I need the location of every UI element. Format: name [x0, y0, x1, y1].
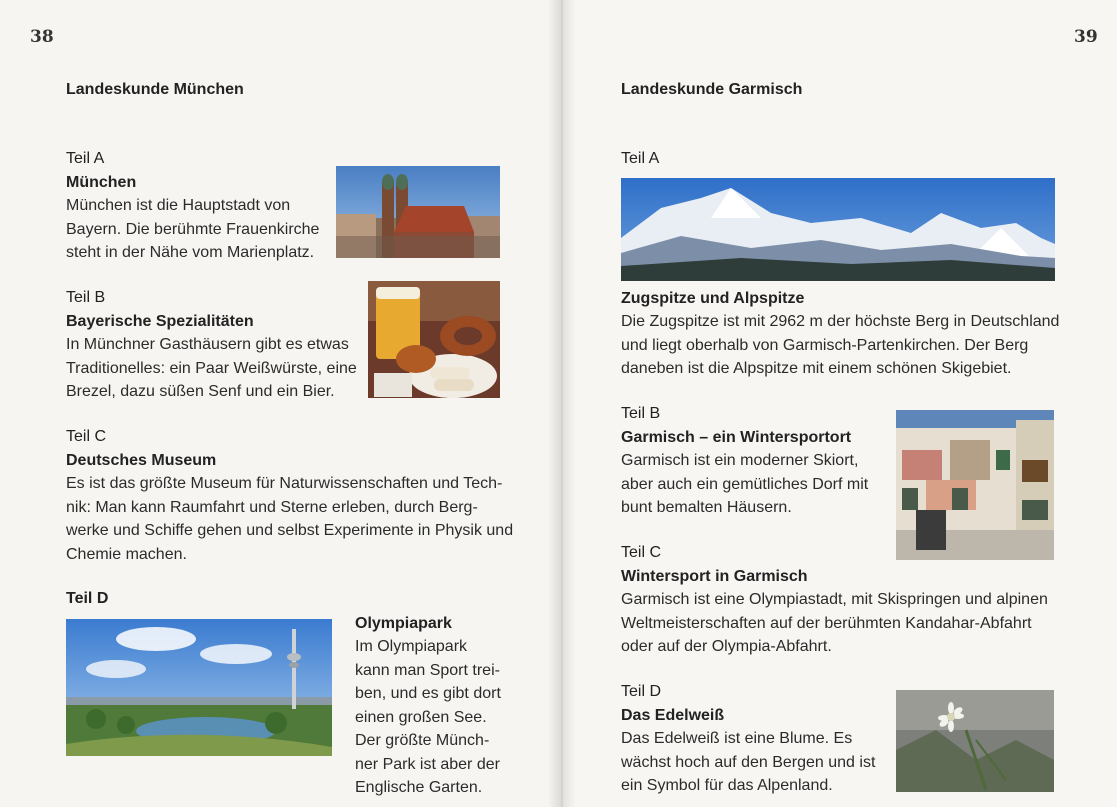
section-heading: Wintersport in Garmisch	[621, 568, 808, 585]
section-heading: Garmisch – ein Wintersportort	[621, 429, 852, 446]
section-heading: Deutsches Museum	[66, 452, 217, 469]
section-label: Teil A	[621, 150, 660, 167]
section-text	[621, 310, 1071, 381]
text-line: kann man Sport trei-	[355, 661, 500, 679]
section-label: Teil D	[621, 683, 662, 700]
text-line: ein Symbol für das Alpenland.	[621, 777, 833, 794]
section-text	[621, 588, 1071, 659]
text-line: Chemie machen.	[66, 545, 187, 563]
text-line: und liegt oberhalb von Garmisch-Partenkirchen. Der Berg	[621, 336, 1029, 354]
section-label: Teil C	[621, 544, 662, 561]
section-heading: Bayerische Spezialitäten	[66, 313, 254, 330]
weisswurst-breakfast-photo	[368, 281, 500, 398]
text-line: Die Zugspitze ist mit 2962 m der höchste Berg in Deutschland	[621, 313, 1060, 330]
text-line: bunt bemalten Häusern.	[621, 499, 792, 516]
olympiapark-photo	[66, 619, 332, 756]
section-heading: Zugspitze und Alpspitze	[621, 290, 805, 307]
text-line: Garmisch ist ein moderner Skiort,	[621, 452, 859, 469]
page-title-garmisch: Landeskunde Garmisch	[621, 81, 803, 98]
section-label: Teil B	[621, 405, 661, 422]
section-label: Teil B	[66, 289, 106, 306]
text-line: Das Edelweiß ist eine Blume. Es	[621, 730, 853, 747]
text-line: ben, und es gibt dort	[355, 685, 501, 702]
section-heading: Das Edelweiß	[621, 707, 725, 724]
section-text	[355, 635, 525, 800]
page-number-right: 39	[1074, 27, 1098, 47]
text-line: steht in der Nähe vom Marienplatz.	[66, 244, 315, 261]
text-line: wächst hoch auf den Bergen und ist	[621, 753, 876, 771]
text-line: ner Park ist aber der	[355, 755, 500, 773]
text-line: daneben ist die Alpspitze mit einem schönen Skigebiet.	[621, 360, 1012, 377]
section-text	[66, 333, 366, 404]
text-line: Im Olympiapark	[355, 638, 468, 655]
section-text	[66, 472, 516, 566]
text-line: Garmisch ist eine Olympiastadt, mit Skispringen und alpinen	[621, 591, 1048, 608]
section-text	[621, 449, 891, 520]
text-line: Der größte Münch-	[355, 732, 490, 749]
text-line: Bayern. Die berühmte Frauenkirche	[66, 220, 320, 238]
text-line: werke und Schiffe gehen und selbst Experimente in Physik und	[66, 522, 514, 539]
text-line: München ist die Hauptstadt von	[66, 197, 291, 214]
painted-house-photo	[896, 410, 1054, 560]
page-title-muenchen: Landeskunde München	[66, 81, 244, 98]
book-gutter	[548, 0, 576, 807]
text-line: nik: Man kann Raumfahrt und Sterne erleben, durch Berg-	[66, 498, 478, 516]
section-label: Teil D	[66, 590, 109, 607]
text-line: Es ist das größte Museum für Naturwissenschaften und Tech-	[66, 475, 503, 492]
text-line: Traditionelles: ein Paar Weißwürste, eine	[66, 359, 357, 377]
section-heading: Olympiapark	[355, 615, 452, 632]
section-heading: München	[66, 174, 137, 191]
edelweiss-photo	[896, 690, 1054, 792]
section-text	[66, 194, 336, 265]
section-text	[621, 727, 891, 798]
text-line: In Münchner Gasthäusern gibt es etwas	[66, 336, 349, 353]
text-line: oder auf der Olympia-Abfahrt.	[621, 638, 832, 655]
frauenkirche-photo	[336, 166, 500, 258]
text-line: Englische Garten.	[355, 779, 483, 796]
section-label: Teil A	[66, 150, 105, 167]
text-line: Weltmeisterschaften auf der berühmten Kandahar-Abfahrt	[621, 614, 1032, 632]
alpine-panorama-photo	[621, 178, 1055, 281]
text-line: einen großen See.	[355, 708, 487, 726]
text-line: aber auch ein gemütliches Dorf mit	[621, 475, 869, 493]
text-line: Brezel, dazu süßen Senf und ein Bier.	[66, 383, 335, 400]
section-label: Teil C	[66, 428, 107, 445]
page-number-left: 38	[30, 27, 54, 47]
